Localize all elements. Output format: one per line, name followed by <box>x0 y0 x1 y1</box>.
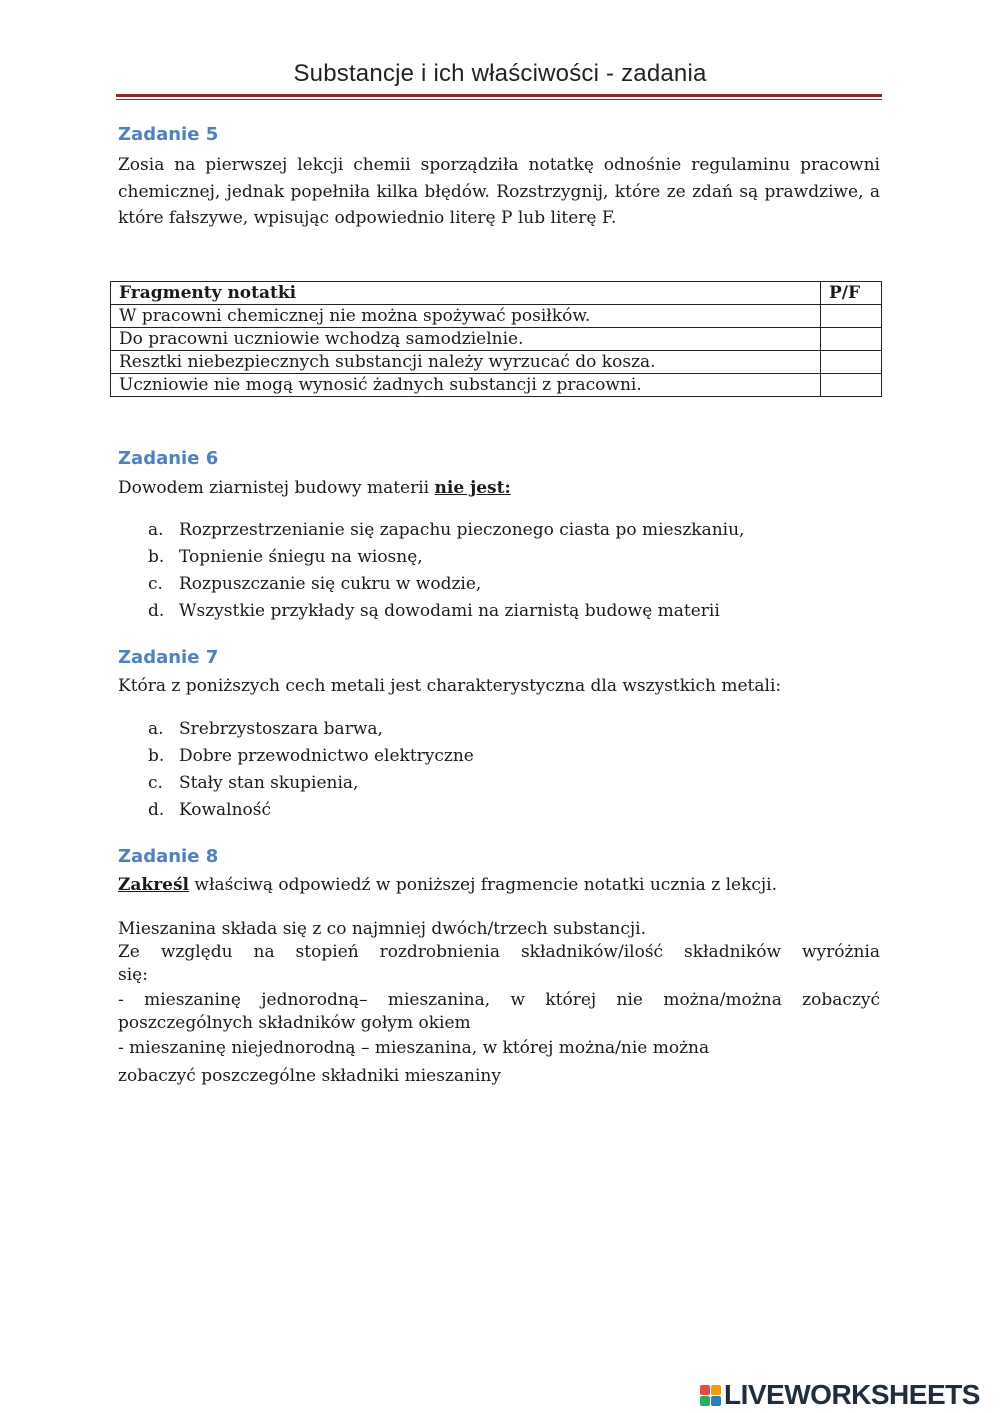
option-letter: c. <box>148 574 163 594</box>
table-row <box>111 374 882 397</box>
option-text: Dobre przewodnictwo elektryczne <box>179 746 474 766</box>
task8-line: Ze względu na stopień rozdrobnienia składników/ilość składników wyróżnia <box>118 942 880 962</box>
task8-instruction-emphasis: Zakreśl <box>118 875 190 895</box>
table-row <box>111 328 882 351</box>
column-header-pf: P/F <box>821 282 882 305</box>
answer-cell[interactable] <box>821 351 882 374</box>
task8-instruction-rest: właściwą odpowiedź w poniższej fragmencie notatki ucznia z lekcji. <box>189 875 778 895</box>
true-false-table <box>110 281 882 397</box>
option-text: Rozpuszczanie się cukru w wodzie, <box>179 574 482 594</box>
option-text: Srebrzystoszara barwa, <box>179 719 383 739</box>
task6-options <box>148 517 744 625</box>
option-text: Wszystkie przykłady są dowodami na ziarnistą budowę materii <box>179 601 720 621</box>
answer-cell[interactable] <box>821 305 882 328</box>
option-c[interactable] <box>148 770 474 797</box>
option-letter: a. <box>148 719 164 739</box>
task8-line: - mieszaninę niejednorodną – mieszanina, w której można/nie można <box>118 1038 710 1058</box>
option-letter: d. <box>148 601 165 621</box>
option-d[interactable] <box>148 797 474 824</box>
task6-question-emphasis: nie jest: <box>434 478 511 498</box>
task6-title: Zadanie 6 <box>118 448 219 469</box>
mark-square <box>700 1385 710 1395</box>
option-b[interactable] <box>148 544 744 571</box>
task6-question <box>118 477 880 499</box>
table-row <box>111 351 882 374</box>
option-c[interactable] <box>148 571 744 598</box>
option-letter: a. <box>148 520 164 540</box>
task8-line: poszczególnych składników gołym okiem <box>118 1013 471 1033</box>
option-letter: b. <box>148 547 165 567</box>
statement-cell: Uczniowie nie mogą wynosić żadnych substancji z pracowni. <box>111 374 821 397</box>
page-title: Substancje i ich właściwości - zadania <box>293 60 707 87</box>
answer-cell[interactable] <box>821 328 882 351</box>
liveworksheets-mark-icon <box>700 1385 721 1406</box>
answer-cell[interactable] <box>821 374 882 397</box>
option-letter: d. <box>148 800 165 820</box>
option-b[interactable] <box>148 743 474 770</box>
task8-line: Mieszanina składa się z co najmniej dwóch/trzech substancji. <box>118 919 646 939</box>
option-a[interactable] <box>148 716 474 743</box>
task8-line: zobaczyć poszczególne składniki mieszaniny <box>118 1066 501 1086</box>
statement-cell: W pracowni chemicznej nie można spożywać posiłków. <box>111 305 821 328</box>
option-a[interactable] <box>148 517 744 544</box>
task7-title: Zadanie 7 <box>118 647 219 668</box>
column-header-fragments: Fragmenty notatki <box>111 282 821 305</box>
option-letter: b. <box>148 746 165 766</box>
option-text: Stały stan skupienia, <box>179 773 359 793</box>
statement-cell: Do pracowni uczniowie wchodzą samodzielnie. <box>111 328 821 351</box>
statement-cell: Resztki niebezpiecznych substancji należy wyrzucać do kosza. <box>111 351 821 374</box>
task8-line: - mieszaninę jednorodną– mieszanina, w której nie można/można zobaczyć <box>118 990 880 1010</box>
task5-title: Zadanie 5 <box>118 124 219 145</box>
mark-square <box>711 1396 721 1406</box>
task7-question: Która z poniższych cech metali jest charakterystyczna dla wszystkich metali: <box>118 676 782 696</box>
table-row <box>111 305 882 328</box>
option-letter: c. <box>148 773 163 793</box>
option-text: Rozprzestrzenianie się zapachu pieczonego ciasta po mieszkaniu, <box>179 520 745 540</box>
option-text: Topnienie śniegu na wiosnę, <box>179 547 423 567</box>
header-divider <box>116 94 882 100</box>
option-text: Kowalność <box>179 800 272 820</box>
task7-options <box>148 716 474 824</box>
liveworksheets-logo <box>700 1380 980 1410</box>
task6-question-prefix: Dowodem ziarnistej budowy materii <box>118 478 435 498</box>
option-d[interactable] <box>148 598 744 625</box>
task8-line: się: <box>118 965 148 985</box>
logo-text: LIVEWORKSHEETS <box>724 1379 980 1410</box>
mark-square <box>711 1385 721 1395</box>
mark-square <box>700 1396 710 1406</box>
task8-title: Zadanie 8 <box>118 846 219 867</box>
table-header-row <box>111 282 882 305</box>
task8-instruction <box>118 874 880 896</box>
task5-text: Zosia na pierwszej lekcji chemii sporządziła notatkę odnośnie regulaminu pracowni chemicznej, jednak popełniła kilka błędów. Rozstrzygnij, które ze zdań są prawdziwe, a które fałszywe, wpisując odpowiednio literę P lub literę F. <box>118 155 880 228</box>
